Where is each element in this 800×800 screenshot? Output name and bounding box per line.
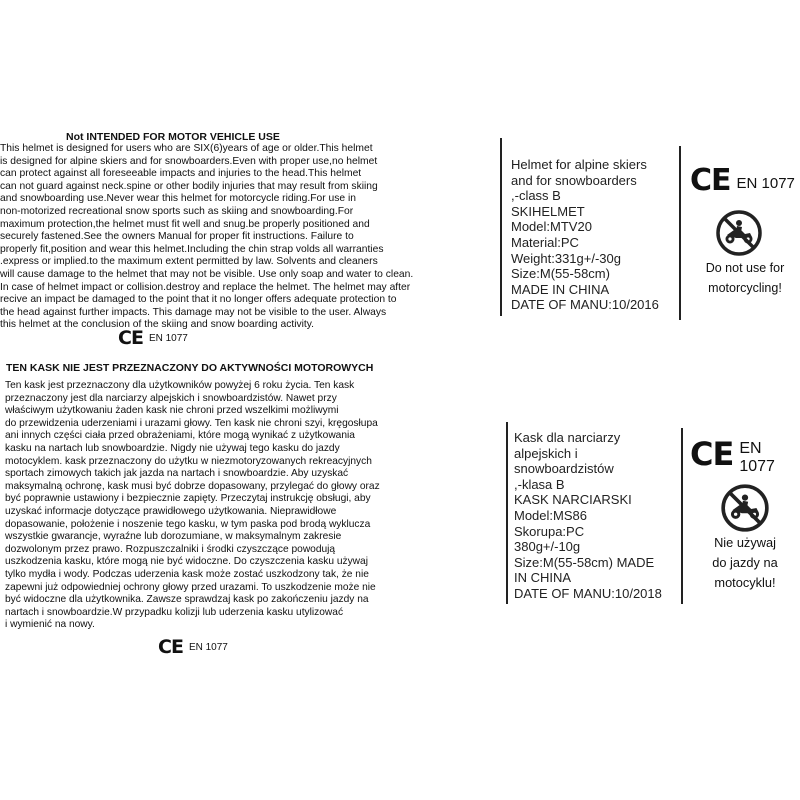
english-body (0, 143, 413, 332)
text-line: Nie używaj (714, 535, 776, 550)
text-line: Do not use for (705, 261, 785, 275)
text-line: 380g+/-10g (514, 539, 581, 555)
text-line: maximum protection,the helmet must fit well and snug.be properly positioned and (0, 218, 370, 230)
text-line: .express or implied.to the maximum extent permitted by law. Solvents and cleaners (0, 256, 378, 268)
text-line: properly fit,position and wear this helmet.Including the chin strap volds all warranties (0, 243, 384, 255)
text-line: właściwym użytkowaniu żaden kask nie chroni przed wszelkimi możliwymi (5, 405, 339, 417)
text-line: i wymienić na nowy. (5, 619, 95, 631)
text-line: DATE OF MANU:10/2018 (514, 585, 662, 601)
text-line: IN CHINA (514, 570, 572, 586)
text-line: do przewidzenia uderzeniami i urazami głowy. Ten kask nie chroni szyi, kręgosłupa (5, 417, 378, 429)
text-line: KASK NARCIARSKI (514, 492, 632, 508)
label-en-warning (690, 258, 800, 298)
text-line: This helmet is designed for users who are SIX(6)years of age or older.This helmet (0, 143, 373, 154)
text-line: dozwolonym przez prawo. Rozpuszczalniki i środki czyszczące powodują (5, 543, 336, 555)
text-line: MADE IN CHINA (511, 281, 610, 297)
standard-label: EN 1077 (148, 332, 188, 344)
label-pl-warning (690, 533, 800, 593)
english-heading: Not INTENDED FOR MOTOR VEHICLE USE (66, 131, 280, 143)
text-line: Size:M(55-58cm) (511, 266, 610, 282)
no-motorcycle-icon (719, 482, 771, 534)
text-line: Material:PC (511, 234, 579, 250)
text-line: zapewni już odpowiedniej ochrony głowy przed urazami. To uszkodzenie może nie (5, 581, 376, 593)
text-line: Model:MS86 (514, 507, 587, 523)
text-line: być poprawnie ustawiony i bezpiecznie zapięty. Przeczytaj instrukcję obsługi, aby (5, 493, 371, 505)
text-line: Size:M(55-58cm) MADE (514, 554, 655, 570)
text-line: być widoczne dla użytkownika. Zawsze sprawdzaj kask po zakończeniu jazdy na (5, 594, 369, 606)
text-line: and for snowboarders (511, 172, 637, 188)
text-line: do jazdy na (712, 555, 778, 570)
text-line: sportach zimowych takich jak jazda na nartach i snowboardzie. Aby uzyskać (5, 468, 349, 480)
english-ce-row (118, 327, 188, 349)
standard-label: EN 1077 (736, 175, 795, 192)
text-line: Weight:331g+/-30g (511, 250, 621, 266)
label-pl-ce-row (690, 432, 800, 476)
label-en-right-rule (679, 146, 681, 320)
text-line: can not guard against neck.spine or other bodily injuries that may result from skiing (0, 180, 378, 192)
text-line: non-motorized recreational snow sports such as skiing and snowboarding.For (0, 205, 354, 217)
text-line: uszkodzenia kasku, które mogą nie być widoczne. Do czyszczenia kasku używaj (5, 556, 368, 568)
text-line: motorcycling! (708, 281, 782, 295)
polish-body (5, 380, 380, 632)
text-line: Model:MTV20 (511, 219, 592, 235)
polish-ce-row (158, 636, 228, 658)
text-line: Skorupa:PC (514, 523, 585, 539)
text-line: ani innych części ciała przed obrażeniami, które mogą wynikać z użytkowania (5, 430, 355, 442)
text-line: is designed for alpine skiers and for snowboarders.Even with proper use,no helmet (0, 155, 378, 167)
standard-label: EN 1077 (739, 440, 775, 475)
text-line: Helmet for alpine skiers (511, 157, 647, 172)
text-line: tylko mydła i wody. Podczas uderzenia kask może zostać uszkodzony tak, że nie (5, 568, 369, 580)
standard-label: EN 1077 (188, 641, 228, 653)
text-line: this helmet at the conclusion of the skiing and snow boarding activity. (0, 319, 315, 331)
text-line: Kask dla narciarzy (514, 430, 621, 445)
text-line: and snowboarding use.Never wear this helmet for motorcycle riding.For use in (0, 193, 356, 205)
text-line: kasku na nartach lub snowboardzie. Nigdy nie używaj tego kasku do jazdy (5, 442, 340, 454)
label-pl-text (514, 430, 662, 602)
text-line: przeznaczony jest dla narciarzy alpejskich i snowboardzistów. Nawet przy (5, 392, 337, 404)
text-line: ,-klasa B (514, 476, 565, 492)
ce-mark: CE (158, 636, 183, 658)
no-motorcycle-icon (714, 208, 764, 258)
text-line: SKIHELMET (511, 203, 585, 219)
text-line: alpejskich i (514, 445, 578, 461)
text-line: ,-class B (511, 188, 561, 204)
text-line: nartach i snowboardzie.W przypadku kolizji lub uderzenia kasku utylizować (5, 606, 344, 618)
text-line: uzyskać informacje dotyczące prawidłowego użytkowania. Nieprawidłowe (5, 505, 337, 517)
ce-mark: CE (118, 327, 143, 349)
text-line: the head against further impacts. This damage may not be visible to the user. Always (0, 306, 387, 318)
text-line: recive an impact be damaged to the point that it no longer offers adequate protection to (0, 294, 397, 306)
ce-mark: CE (690, 163, 731, 198)
label-pl-right-rule (681, 428, 683, 604)
ce-mark: CE (690, 435, 734, 473)
text-line: maksymalną ochronę, kask musi być dobrze dopasowany, przylegać do głowy oraz (5, 480, 380, 492)
text-line: will cause damage to the helmet that may not be visible. Use only soap and water to clean. (0, 268, 414, 280)
label-en-text (511, 157, 659, 313)
text-line: wszystkie gwarancje, wyraźne lub dorozumiane, w maksymalnym zakresie (5, 531, 342, 543)
polish-heading: TEN KASK NIE JEST PRZEZNACZONY DO AKTYWNOŚCI MOTOROWYCH (6, 362, 374, 374)
text-line: Ten kask jest przeznaczony dla użytkowników powyżej 6 roku życia. Ten kask (5, 380, 355, 391)
text-line: dopasowanie, położenie i noszenie tego kasku, w tym paska pod brodą wyklucza (5, 518, 371, 530)
label-en-ce-row (690, 163, 795, 198)
text-line: motocyklem. kask przeznaczony do użytku w niezmotoryzowanych rekreacyjnych (5, 455, 372, 467)
text-line: motocyklu! (714, 575, 776, 590)
label-pl-left-rule (506, 422, 508, 604)
label-en-left-rule (500, 138, 502, 316)
text-line: DATE OF MANU:10/2016 (511, 297, 659, 313)
text-line: can protect against all foreseeable impacts and injuries to the head.This helmet (0, 168, 362, 180)
text-line: In case of helmet impact or collision.destroy and replace the helmet. The helmet may after (0, 281, 411, 293)
text-line: securely fastened.See the owners Manual for proper fit instructions. Failure to (0, 231, 354, 243)
text-line: snowboardzistów (514, 461, 614, 477)
